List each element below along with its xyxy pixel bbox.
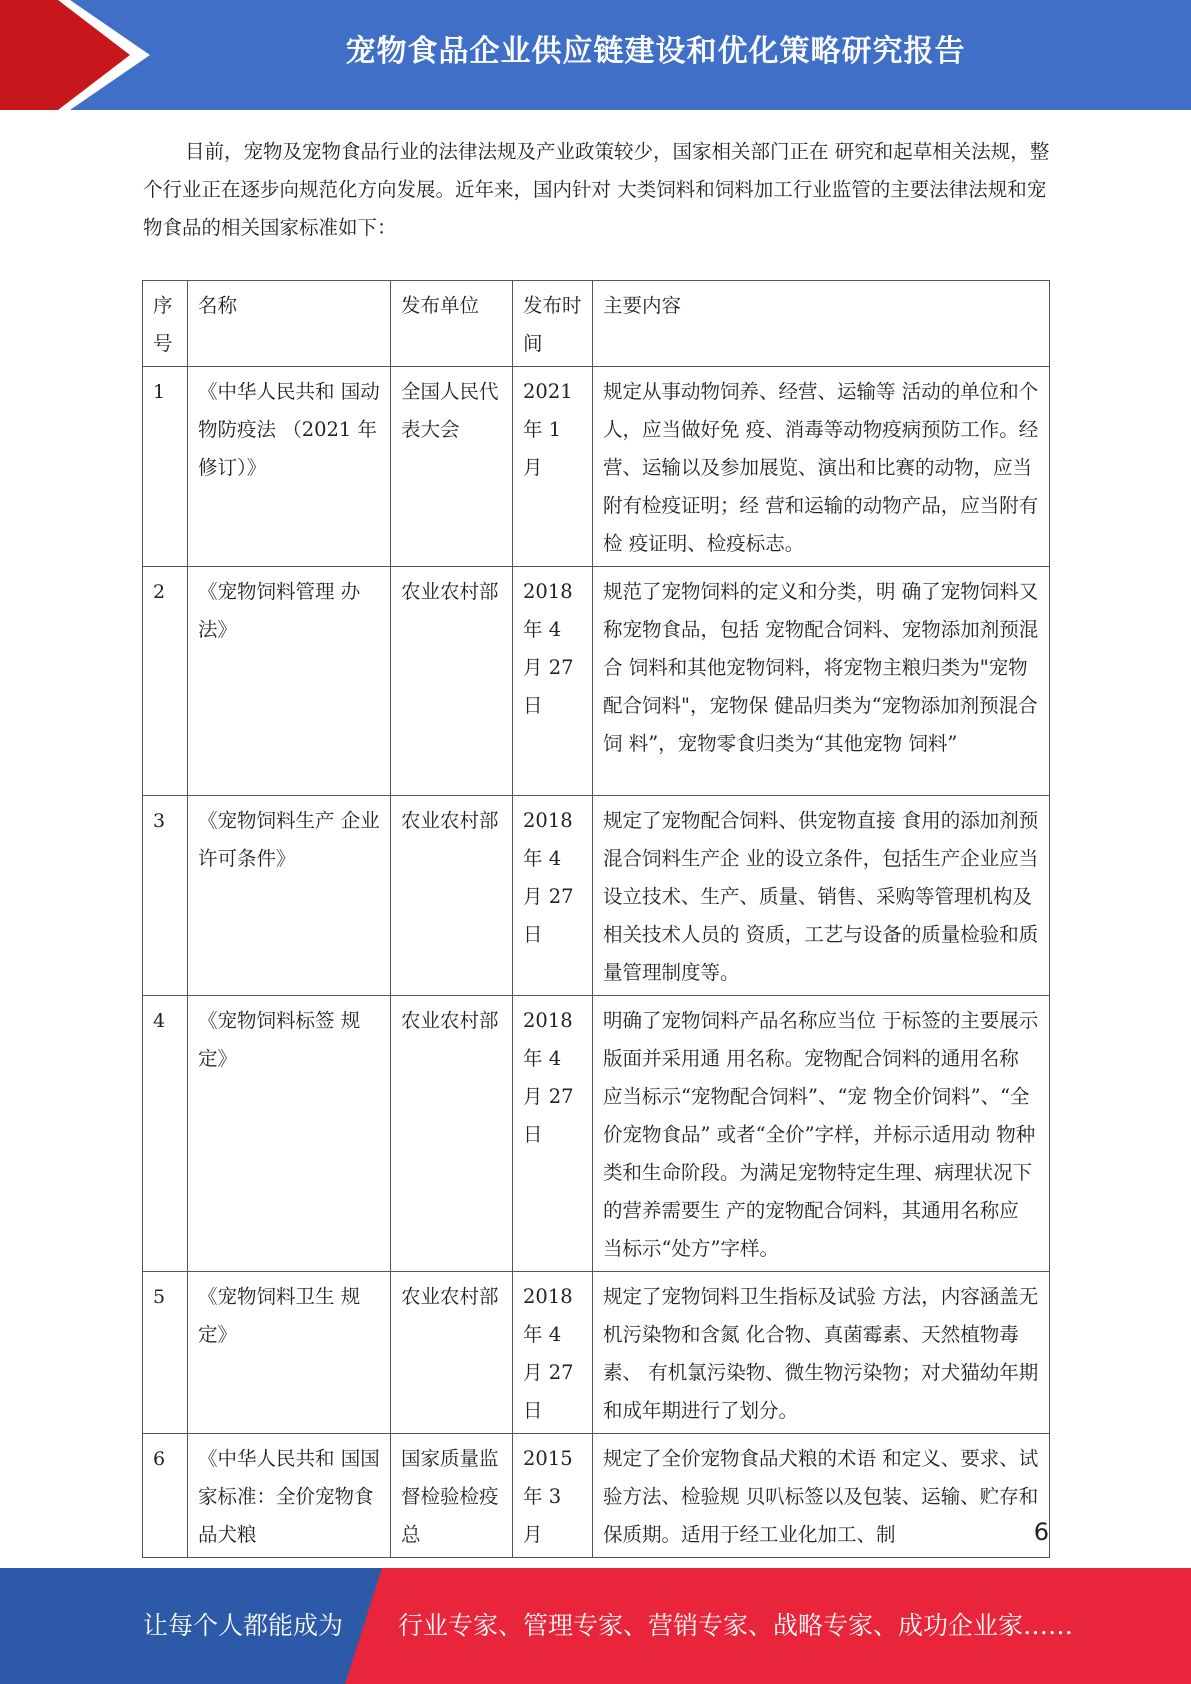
table-header-row [143, 281, 1050, 367]
row-index: 4 [143, 996, 188, 1272]
row-content: 明确了宠物饲料产品名称应当位 于标签的主要展示版面并采用通 用名称。宠物配合饲料的通用名称 应当标示“宠物配合饲料”、“宠 物全价饲料”、“全价宠物食品” 或者“全价”字样，并标示适用动 物种类和生命阶段。为满足宠物特定生理、病理状况下的营养需要生 产的宠物配合饲料，其通用名称应 当标示“处方”字样。 [593, 996, 1050, 1272]
row-date: 2018 年 4 月 27 日 [513, 996, 593, 1272]
row-issuer: 全国人民代 表大会 [391, 367, 513, 567]
row-date: 2021 年 1 月 [513, 367, 593, 567]
report-title: 宠物食品企业供应链建设和优化策略研究报告 [345, 34, 966, 69]
row-date: 2018 年 4 月 27 日 [513, 567, 593, 796]
table-row [143, 567, 1050, 796]
row-name: 《宠物饲料标签 规定》 [188, 996, 391, 1272]
row-content: 规范了宠物饲料的定义和分类，明 确了宠物饲料又称宠物食品，包括 宠物配合饲料、宠物添加剂预混合 饲料和其他宠物饲料，将宠物主粮归类为"宠物配合饲料"，宠物保 健品归类为“宠物添加剂预混合饲 料”，宠物零食归类为“其他宠物 饲料” [593, 567, 1050, 796]
header-index: 序号 [143, 281, 188, 367]
regulations-table [142, 280, 1050, 1558]
row-issuer: 农业农村部 [391, 567, 513, 796]
header-content: 主要内容 [593, 281, 1050, 367]
row-name: 《宠物饲料卫生 规定》 [188, 1272, 391, 1434]
row-index: 3 [143, 796, 188, 996]
row-issuer: 农业农村部 [391, 996, 513, 1272]
row-index: 6 [143, 1434, 188, 1558]
row-content: 规定了宠物配合饲料、供宠物直接 食用的添加剂预混合饲料生产企 业的设立条件，包括生产企业应当 设立技术、生产、质量、销售、采购等管理机构及相关技术人员的 资质，工艺与设备的质量检验和质 量管理制度等。 [593, 796, 1050, 996]
footer-slogan-left: 让每个人都能成为 [143, 1611, 344, 1640]
table-row [143, 996, 1050, 1272]
row-issuer: 农业农村部 [391, 1272, 513, 1434]
table-row [143, 367, 1050, 567]
page-number: 6 [1033, 1518, 1049, 1546]
table-row [143, 796, 1050, 996]
footer-slogan-right: 行业专家、管理专家、营销专家、战略专家、成功企业家…… [398, 1611, 1074, 1640]
red-arrow-decoration [0, 0, 150, 110]
row-date: 2018 年 4 月 27 日 [513, 1272, 593, 1434]
row-name: 《宠物饲料管理 办法》 [188, 567, 391, 796]
footer-banner [0, 1568, 1191, 1684]
row-index: 1 [143, 367, 188, 567]
table-row [143, 1434, 1050, 1558]
header-issuer: 发布单位 [391, 281, 513, 367]
intro-paragraph: 目前，宠物及宠物食品行业的法律法规及产业政策较少，国家相关部门正在 研究和起草相关法规，整个行业正在逐步向规范化方向发展。近年来，国内针对 大类饲料和饲料加工行业监管的主要法律法规和宠物食品的相关国家标准如下： [143, 140, 1050, 239]
row-index: 5 [143, 1272, 188, 1434]
header-name: 名称 [188, 281, 391, 367]
row-name: 《中华人民共和 国动物防疫法 （2021 年修订）》 [188, 367, 391, 567]
header-banner [0, 0, 1191, 110]
row-issuer: 国家质量监 督检验检疫 总 [391, 1434, 513, 1558]
row-date: 2015 年 3 月 [513, 1434, 593, 1558]
row-content: 规定从事动物饲养、经营、运输等 活动的单位和个人，应当做好免 疫、消毒等动物疫病预防工作。经 营、运输以及参加展览、演出和比赛的动物，应当附有检疫证明；经 营和运输的动物产品，应当附有检 疫证明、检疫标志。 [593, 367, 1050, 567]
row-name: 《宠物饲料生产 企业许可条件》 [188, 796, 391, 996]
row-content: 规定了全价宠物食品犬粮的术语 和定义、要求、试验方法、检验规 贝叭标签以及包装、运输、贮存和 保质期。适用于经工业化加工、制 [593, 1434, 1050, 1558]
row-date: 2018 年 4 月 27 日 [513, 796, 593, 996]
header-date: 发布时间 [513, 281, 593, 367]
row-issuer: 农业农村部 [391, 796, 513, 996]
row-name: 《中华人民共和 国国家标准：全价宠物食品犬粮 [188, 1434, 391, 1558]
row-content: 规定了宠物饲料卫生指标及试验 方法，内容涵盖无机污染物和含氮 化合物、真菌霉素、天然植物毒素、 有机氯污染物、微生物污染物；对犬猫幼年期和成年期进行了划分。 [593, 1272, 1050, 1434]
row-index: 2 [143, 567, 188, 796]
table-row [143, 1272, 1050, 1434]
